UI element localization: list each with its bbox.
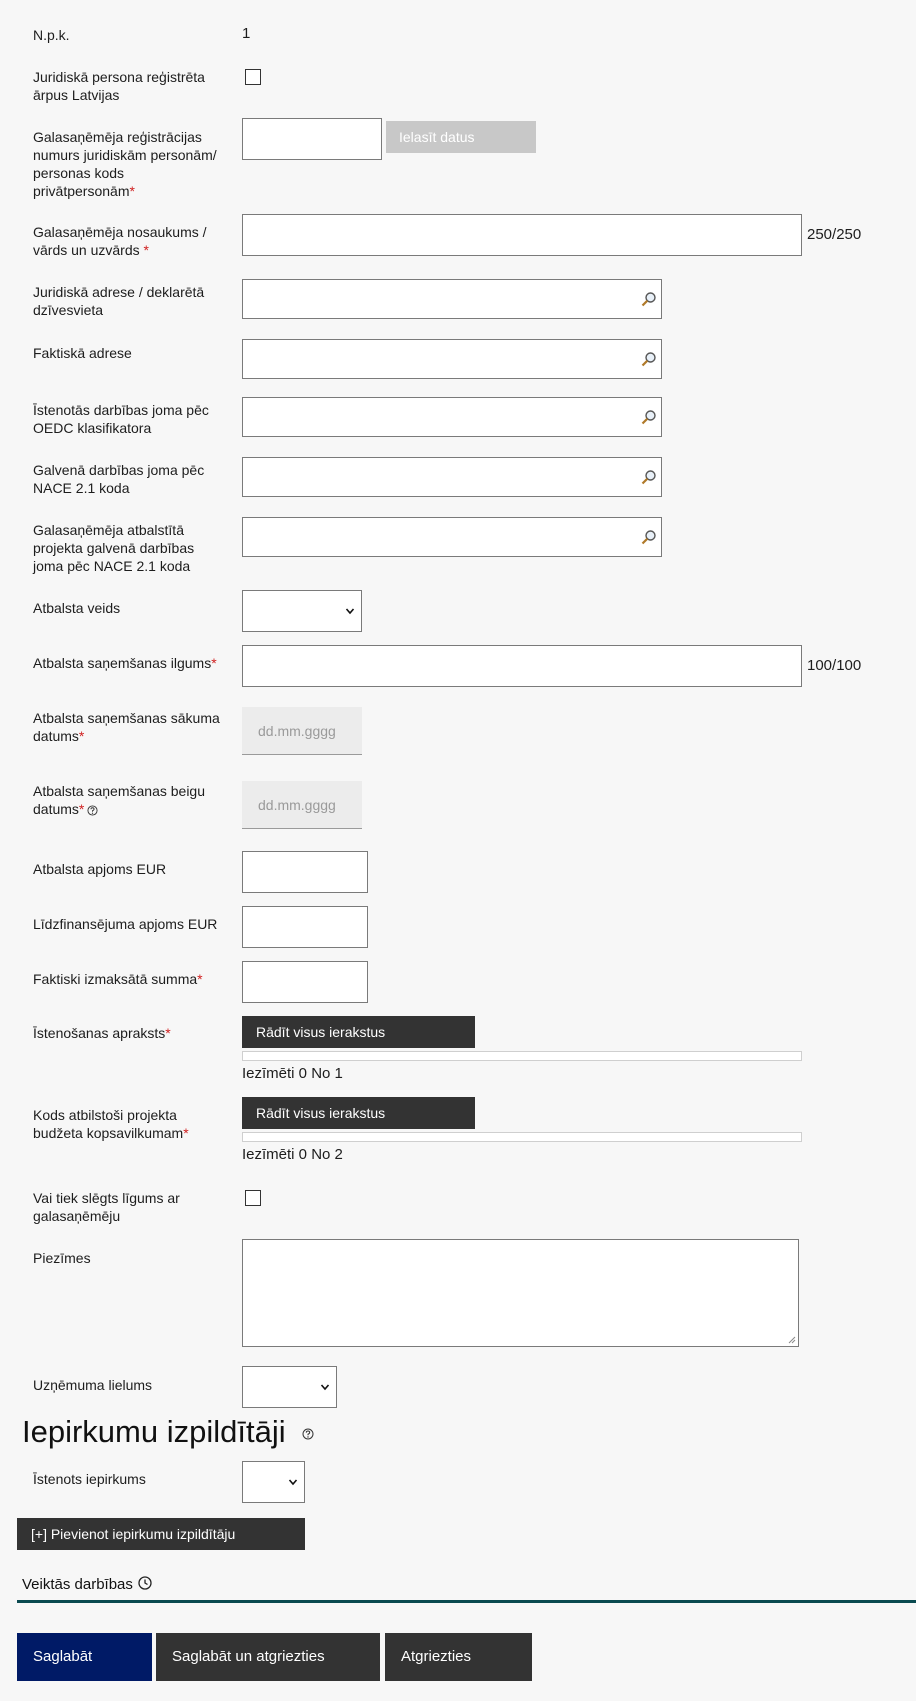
actual-address-label: Faktiskā adrese — [33, 345, 132, 361]
company-size-select[interactable] — [242, 1366, 337, 1408]
project-nace-label: Galasaņēmēja atbalstītā projekta galvenā darbības joma pēc NACE 2.1 koda — [33, 522, 195, 574]
support-duration-counter: 100/100 — [807, 657, 862, 674]
description-count: Iezīmēti 0 No 1 — [242, 1065, 343, 1082]
description-list[interactable] — [242, 1051, 802, 1061]
name-input[interactable] — [242, 214, 802, 256]
paid-amount-label: Faktiski izmaksātā summa* — [33, 971, 203, 987]
paid-amount-input[interactable] — [242, 961, 368, 1003]
name-counter: 250/250 — [807, 226, 862, 243]
end-date-input[interactable]: dd.mm.gggg — [242, 781, 362, 829]
search-icon[interactable] — [640, 468, 658, 486]
legal-address-label: Juridiskā adrese / deklarētā dzīvesvieta — [33, 284, 205, 318]
history-divider — [17, 1600, 916, 1603]
contract-label: Vai tiek slēgts līgums ar galasaņēmēju — [33, 1190, 180, 1224]
clock-icon — [138, 1576, 152, 1590]
oecd-input[interactable] — [242, 397, 662, 437]
foreign-entity-label: Juridiskā persona reģistrēta ārpus Latvijas — [33, 69, 205, 103]
oecd-label: Īstenotās darbības joma pēc OEDC klasifikatora — [33, 402, 209, 436]
end-date-label: Atbalsta saņemšanas beigu datums* — [33, 783, 205, 817]
search-icon[interactable] — [640, 408, 658, 426]
support-duration-input[interactable] — [242, 645, 802, 687]
npk-label: N.p.k. — [33, 27, 70, 43]
procurement-done-select[interactable] — [242, 1461, 305, 1503]
chevron-down-icon — [288, 1477, 298, 1487]
name-label: Galasaņēmēja nosaukums / vārds un uzvārds * — [33, 224, 207, 258]
chevron-down-icon — [345, 606, 355, 616]
contract-checkbox[interactable] — [245, 1190, 261, 1206]
nace-label: Galvenā darbības joma pēc NACE 2.1 koda — [33, 462, 205, 496]
help-icon[interactable] — [87, 805, 98, 816]
resize-handle-icon[interactable] — [788, 1336, 796, 1344]
npk-value: 1 — [242, 25, 251, 42]
reg-number-label: Galasaņēmēja reģistrācijas numurs juridiskām personām/ personas kods privātpersonām* — [33, 129, 217, 199]
back-button[interactable]: Atgriezties — [385, 1633, 532, 1681]
foreign-entity-checkbox[interactable] — [245, 69, 261, 85]
company-size-label: Uzņēmuma lielums — [33, 1377, 153, 1393]
save-and-return-button[interactable]: Saglabāt un atgriezties — [156, 1633, 380, 1681]
support-type-select[interactable] — [242, 590, 362, 632]
search-icon[interactable] — [640, 290, 658, 308]
budget-code-count: Iezīmēti 0 No 2 — [242, 1146, 343, 1163]
search-icon[interactable] — [640, 528, 658, 546]
legal-address-input[interactable] — [242, 279, 662, 319]
actual-address-input[interactable] — [242, 339, 662, 379]
notes-label: Piezīmes — [33, 1250, 91, 1266]
budget-code-label: Kods atbilstoši projekta budžeta kopsavilkumam* — [33, 1107, 189, 1141]
search-icon[interactable] — [640, 350, 658, 368]
procurement-done-label: Īstenots iepirkums — [33, 1471, 146, 1487]
budget-show-all-button[interactable]: Rādīt visus ierakstus — [242, 1097, 475, 1129]
support-type-label: Atbalsta veids — [33, 600, 121, 616]
add-procurement-button[interactable]: [+] Pievienot iepirkumu izpildītāju — [17, 1518, 305, 1550]
start-date-input[interactable]: dd.mm.gggg — [242, 707, 362, 755]
cofinancing-input[interactable] — [242, 906, 368, 948]
support-amount-input[interactable] — [242, 851, 368, 893]
budget-code-list[interactable] — [242, 1132, 802, 1142]
project-nace-input[interactable] — [242, 517, 662, 557]
history-link[interactable]: Veiktās darbības — [22, 1576, 152, 1593]
start-date-label: Atbalsta saņemšanas sākuma datums* — [33, 710, 220, 744]
cofinancing-label: Līdzfinansējuma apjoms EUR — [33, 916, 218, 932]
description-label: Īstenošanas apraksts* — [33, 1025, 171, 1041]
support-amount-label: Atbalsta apjoms EUR — [33, 861, 167, 877]
help-icon[interactable] — [302, 1428, 314, 1440]
support-duration-label: Atbalsta saņemšanas ilgums* — [33, 655, 217, 671]
procurement-title: Iepirkumu izpildītāji — [22, 1414, 314, 1450]
chevron-down-icon — [320, 1382, 330, 1392]
save-button[interactable]: Saglabāt — [17, 1633, 152, 1681]
description-show-all-button[interactable]: Rādīt visus ierakstus — [242, 1016, 475, 1048]
reg-number-input[interactable] — [242, 118, 382, 160]
notes-textarea[interactable] — [242, 1239, 799, 1347]
nace-input[interactable] — [242, 457, 662, 497]
read-data-button[interactable]: Ielasīt datus — [386, 121, 536, 153]
